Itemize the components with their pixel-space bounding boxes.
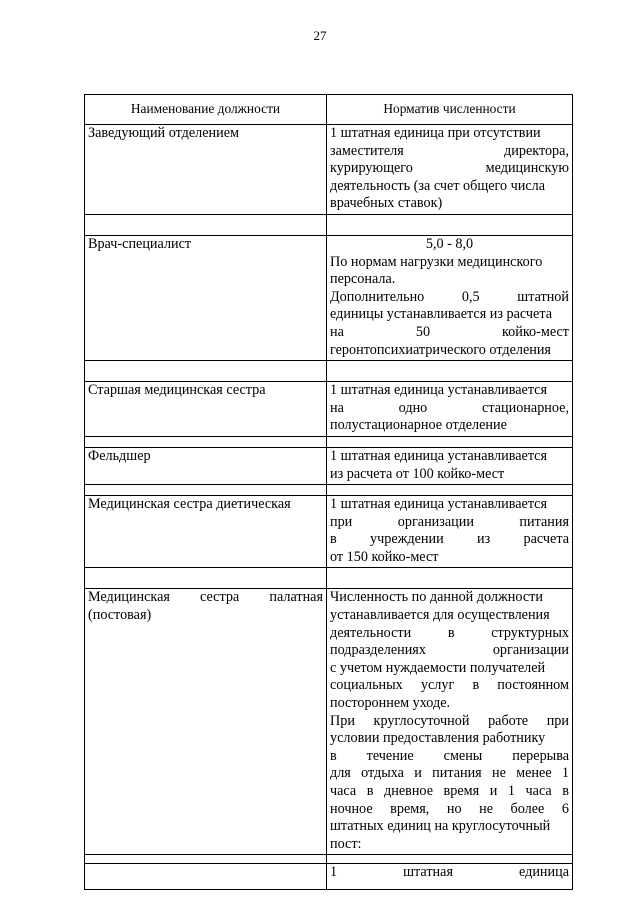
norm-line: геронтопсихиатрического отделения [330,341,551,358]
norm-line: 1 штатная единица устанавливается [330,382,548,399]
norm-line: деятельности в структурных [330,624,569,641]
table-row [85,864,573,890]
norm-cell [327,447,573,484]
table-row [85,447,573,484]
norm-cell [327,382,573,437]
norm-line: с учетом нуждаемости получателей [330,659,546,676]
header-position: Наименование должности [85,95,327,125]
table-row [85,125,573,215]
norm-line: 1 штатная единица устанавливается [330,447,548,464]
position-name: Фельдшер [88,447,151,464]
position-cell [85,864,327,890]
norm-line: При круглосуточной работе при [330,712,569,729]
norm-line: постороннем уходе. [330,695,451,712]
norm-line: ночное время, но не более 6 [330,800,569,817]
page-number: 27 [313,28,327,43]
position-name: Заведующий отделением [88,125,239,141]
norm-line: персонала. [330,271,396,288]
norm-line: единицы устанавливается из расчета [330,306,553,323]
norm-cell [327,864,573,890]
norm-cell [327,589,573,855]
norm-line: Численность по данной должности [330,589,543,606]
norm-line: 1 штатная единица при отсутствии [330,125,541,141]
position-cell [85,589,327,855]
table-row [85,382,573,437]
norm-line: при организации питания [330,513,569,530]
table-row [85,589,573,855]
norm-line: из расчета от 100 койко-мест [330,465,505,482]
position-cell [85,382,327,437]
position-name: Старшая медицинская сестра [88,382,266,399]
norm-line: для отдыха и питания не менее 1 [330,765,569,782]
norm-line: социальных услуг в постоянном [330,677,569,694]
norm-line: в учреждении из расчета [330,531,569,548]
norm-line: курирующего медицинскую [330,160,569,177]
header-norm: Норматив численности [327,95,573,125]
table-row [85,496,573,568]
norm-line: часа в дневное время и 1 часа в [330,783,569,799]
norm-line: 1 штатная единица [330,864,569,881]
norm-line: полустационарное отделение [330,417,507,434]
position-name: Медицинская сестра палатная [88,589,323,606]
position-cell [85,125,327,215]
norm-value: 5,0 - 8,0 [425,235,474,252]
norm-line: условии предоставления работнику [330,730,546,747]
norm-line: деятельность (за счет общего числа [330,177,546,194]
table-header-row [85,95,573,125]
position-name: (постовая) [88,607,152,624]
norm-line: штатных единиц на круглосуточный [330,818,551,835]
staffing-table [84,94,573,890]
position-cell [85,235,327,360]
norm-line: заместителя директора, [330,142,569,159]
position-cell [85,447,327,484]
norm-line: По нормам нагрузки медицинского [330,253,543,270]
norm-cell [327,125,573,215]
norm-line: подразделениях организации [330,642,569,659]
position-name: Врач-специалист [88,235,192,252]
norm-line: Дополнительно 0,5 штатной [330,288,569,305]
norm-cell [327,496,573,568]
norm-cell [327,235,573,360]
position-cell [85,496,327,568]
norm-line: на одно стационарное, [330,399,569,416]
norm-line: от 150 койко-мест [330,548,439,565]
norm-line: в течение смены перерыва [330,747,569,764]
norm-line: устанавливается для осуществления [330,607,550,624]
norm-line: на 50 койко-мест [330,323,569,340]
norm-line: врачебных ставок) [330,195,443,212]
table-row [85,235,573,360]
position-name: Медицинская сестра диетическая [88,496,291,513]
norm-line: пост: [330,835,362,852]
norm-line: 1 штатная единица устанавливается [330,496,548,513]
